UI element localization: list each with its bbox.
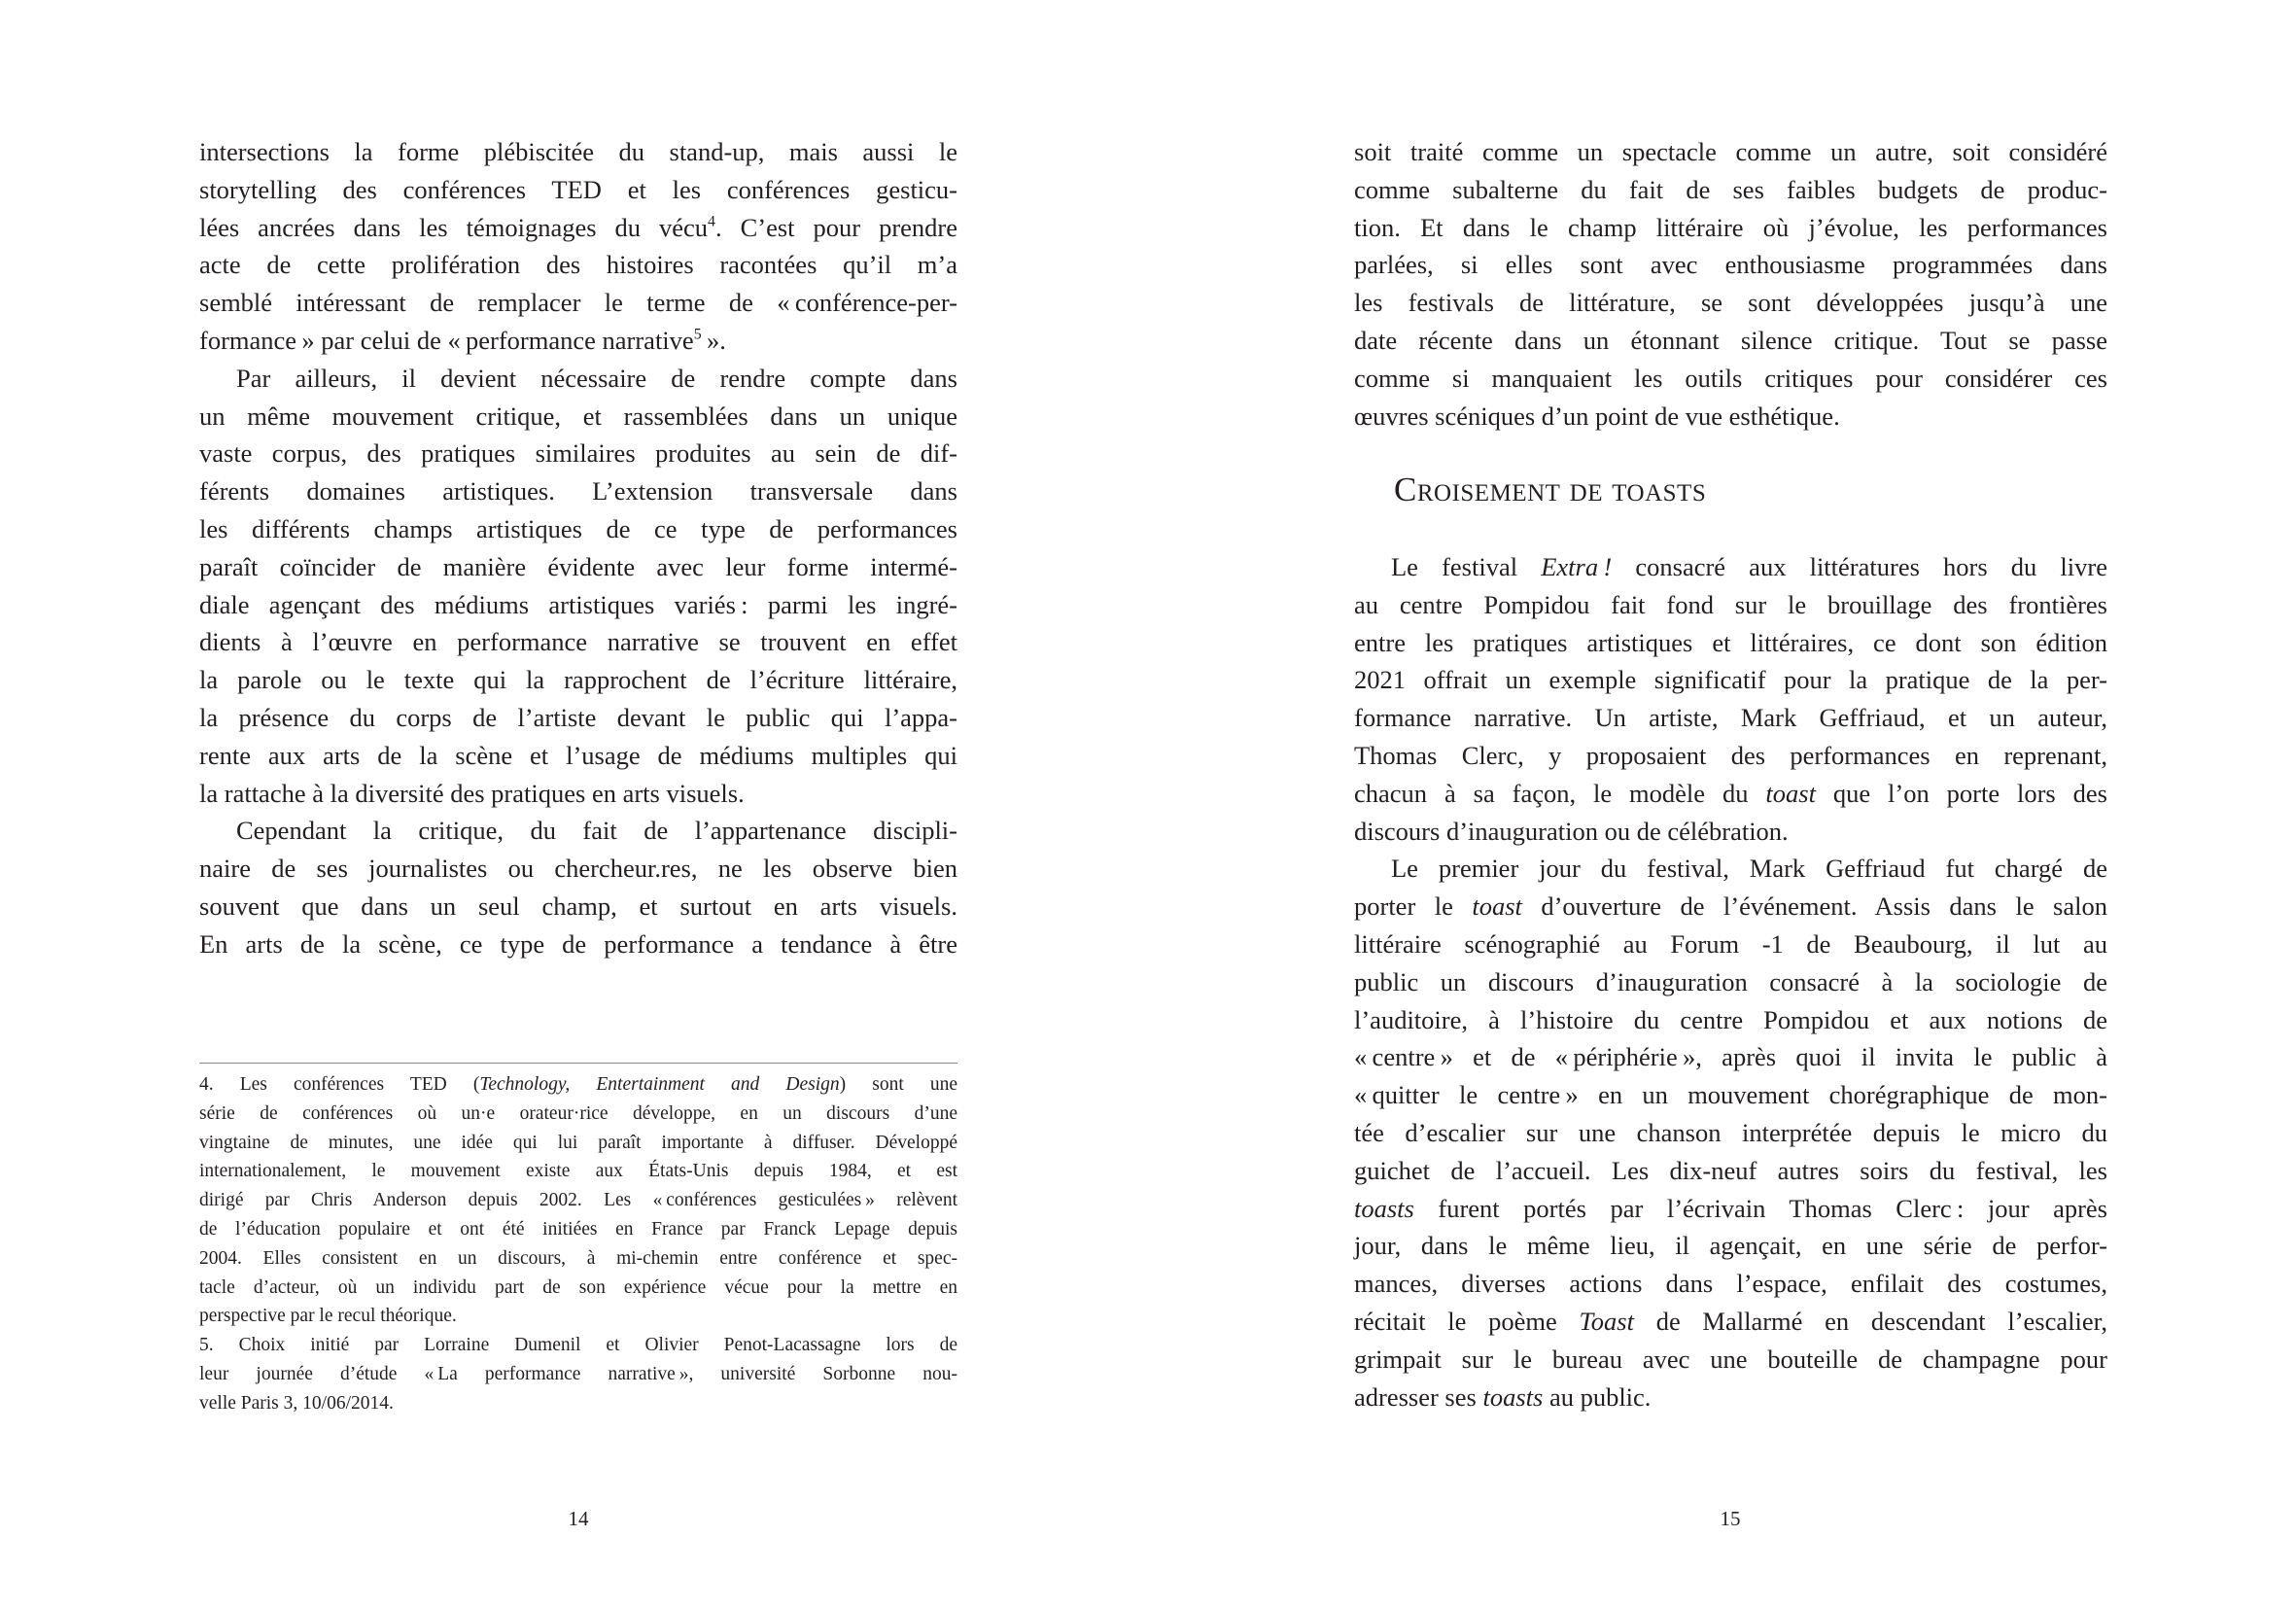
text-run: la rattache à la diversité des pratiques en arts visuels. [199,778,745,808]
text-line [199,398,957,436]
text-line [1354,813,2107,851]
page-number-left: 14 [568,1507,589,1530]
text-line [1354,133,2107,171]
text-line [199,284,957,322]
text-run: soit traité comme un spectacle comme un autre, soit considéré [1354,137,2107,166]
text-line [1354,1001,2107,1039]
text-run: acte de cette prolifération des histoires racontées qu’il m’a [199,250,957,280]
text-run: entre les pratiques artistiques et littéraires, ce dont son édition [1354,627,2107,657]
paragraph [199,360,957,813]
text-line [199,171,957,209]
footnote-divider [199,1063,957,1064]
italic-text: Toast [1579,1306,1634,1336]
text-line [1354,1076,2107,1114]
text-run: Le festival [1391,552,1542,581]
text-line [199,1186,957,1215]
text-line [199,1100,957,1129]
text-run: En arts de la scène, ce type de performance a tendance à être [199,928,957,959]
text-line [1354,737,2107,775]
text-line [199,623,957,661]
text-line [1354,586,2107,624]
text-line [199,133,957,171]
text-line [1354,1190,2107,1228]
text-run: la présence du corps de l’artiste devant le public qui l’appa- [199,702,957,732]
text-run: les festivals de littérature, se sont développées jusqu’à une [1354,288,2107,318]
text-line [199,1302,957,1331]
text-run: furent portés par l’écrivain Thomas Clerc : jour après [1413,1193,2107,1223]
text-run: littéraire scénographié au Forum -1 de Beaubourg, il lut au [1354,928,2107,959]
text-run: vaste corpus, des pratiques similaires produites au sein de dif- [199,438,957,469]
text-run: comme subalterne du fait de ses faibles budgets de produc- [1354,174,2107,204]
text-line [199,812,957,850]
text-line [199,1274,957,1303]
text-run: guichet de l’accueil. Les dix-neuf autres soirs du festival, les [1354,1155,2107,1185]
paragraph [199,1070,957,1331]
italic-text: Extra ! [1541,552,1613,581]
text-run: velle Paris 3, 10/06/2014. [199,1392,394,1414]
italic-text: toast [1472,891,1522,922]
left-page-footnotes [199,1070,957,1418]
text-line [1354,1265,2107,1303]
text-run: dirigé par Chris Anderson depuis 2002. Les « conférences gesticulées » relèvent [199,1190,957,1211]
text-run: l’auditoire, à l’histoire du centre Pompidou et aux notions de [1354,1004,2107,1034]
text-run: comme si manquaient les outils critiques pour considérer ces [1354,363,2107,393]
text-run: chacun à sa façon, le modèle du [1354,778,1766,808]
text-run: mances, diverses actions dans l’espace, enfilait des costumes, [1354,1269,2107,1299]
text-line [1354,926,2107,963]
text-line [199,850,957,888]
text-line [1354,322,2107,360]
text-run: consacré aux littératures hors du livre [1612,552,2107,581]
text-line [1354,360,2107,398]
text-run: paraît coïncider de manière évidente avec leur forme intermé- [199,551,957,581]
text-line [1354,775,2107,813]
paragraph [199,133,957,360]
page-number-right: 15 [1720,1507,1741,1530]
text-run: tacle d’acteur, où un individu part de son expérience vécue pour la mettre en [199,1276,957,1298]
text-run: un même mouvement critique, et rassemblées dans un unique [199,401,957,431]
text-run: lées ancrées dans les témoignages du vécu [199,212,709,242]
text-run: discours d’inauguration ou de célébration. [1354,816,1789,846]
text-run: porter le [1354,891,1473,922]
text-run: tée d’escalier sur une chanson interprétée depuis le micro du [1354,1117,2107,1147]
text-line [1354,661,2107,699]
text-line [199,246,957,284]
right-page-body-top [1354,133,2107,435]
text-line [1354,1227,2107,1265]
text-run: jour, dans le même lieu, il agençait, en une série de perfor- [1354,1231,2107,1261]
text-run: vingtaine de minutes, une idée qui lui paraît importante à diffuser. Développé [199,1132,957,1153]
text-line [199,586,957,624]
text-run: férents domaines artistiques. L’extension transversale dans [199,476,957,507]
text-run: au centre Pompidou fait fond sur le brouillage des frontières [1354,589,2107,619]
paragraph [1354,548,2107,850]
text-line [1354,963,2107,1001]
text-run: leur journée d’étude « La performance narrative », université Sorbonne nou- [199,1363,957,1384]
text-run: Par ailleurs, il devient nécessaire de rendre compte dans [236,363,957,393]
text-run: date récente dans un étonnant silence critique. Tout se passe [1354,325,2107,355]
text-run: storytelling des conférences TED et les conférences gesticu- [199,174,957,204]
text-line [199,209,957,247]
text-line [199,1389,957,1418]
text-line [1354,246,2107,284]
text-run: ». [701,325,726,355]
text-run: 4. Les conférences TED ( [199,1074,480,1095]
text-run: « centre » et de « périphérie », après quoi il invita le public à [1354,1042,2107,1072]
text-line [1354,1303,2107,1341]
text-run: les différents champs artistiques de ce type de performances [199,513,957,543]
text-line [1354,548,2107,586]
text-run: . C’est pour prendre [714,212,958,242]
italic-text: toasts [1354,1193,1414,1223]
text-run: Cependant la critique, du fait de l’appartenance discipli- [236,816,957,846]
text-run: souvent que dans un seul champ, et surtout en arts visuels. [199,891,957,921]
text-run: de l’éducation populaire et ont été initiées en France par Franck Lepage depuis [199,1218,957,1240]
text-line [1354,398,2107,436]
text-run: la parole ou le texte qui la rapprochent de l’écriture littéraire, [199,665,957,695]
text-line [1354,850,2107,888]
paragraph [199,812,957,962]
text-run: adresser ses [1354,1381,1483,1412]
text-run: naire de ses journalistes ou chercheur.res, ne les observe bien [199,854,957,884]
text-run: 2021 offrait un exemple significatif pour la pratique de la per- [1354,665,2107,695]
text-line [1354,171,2107,209]
text-line [1354,624,2107,662]
text-line [199,548,957,586]
paragraph [1354,133,2107,435]
text-line [199,360,957,398]
text-run: diale agençant des médiums artistiques variés : parmi les ingré- [199,589,957,619]
text-line [199,1360,957,1389]
text-line [199,1157,957,1186]
text-run: internationalement, le mouvement existe aux États-Unis depuis 1984, et est [199,1161,957,1182]
text-line [199,1215,957,1244]
text-line [199,1129,957,1158]
text-line [199,322,957,360]
text-run: que l’on porte lors des [1815,778,2107,808]
text-run: d’ouverture de l’événement. Assis dans le salon [1521,891,2107,922]
text-run: œuvres scéniques d’un point de vue esthétique. [1354,401,1840,431]
text-run: perspective par le recul théorique. [199,1306,457,1327]
text-line [1354,1341,2107,1379]
section-heading: Croisement de toasts [1394,471,1707,508]
text-run: série de conférences où un·e orateur·rice développe, en un discours d’une [199,1102,957,1124]
text-line [1354,699,2107,737]
text-line [199,926,957,963]
right-page-body-section [1354,548,2107,1415]
text-run: grimpait sur le bureau avec une bouteille de champagne pour [1354,1344,2107,1374]
text-run: Le premier jour du festival, Mark Geffriaud fut chargé de [1391,854,2107,884]
text-run: ) sont une [839,1074,958,1095]
text-run: intersections la forme plébiscitée du stand-up, mais aussi le [199,137,957,166]
text-line [199,661,957,699]
text-run: « quitter le centre » en un mouvement chorégraphique de mon- [1354,1080,2107,1110]
italic-text: Technology, Entertainment and Design [479,1074,840,1095]
text-line [199,510,957,548]
text-line [199,1070,957,1100]
text-run: formance » par celui de « performance narrative [199,325,694,355]
text-line [199,1244,957,1274]
text-line [199,737,957,775]
text-run: de Mallarmé en descendant l’escalier, [1633,1306,2107,1336]
text-line [1354,888,2107,926]
text-line [1354,209,2107,247]
text-run: parlées, si elles sont avec enthousiasme programmées dans [1354,250,2107,280]
text-run: Thomas Clerc, y proposaient des performances en reprenant, [1354,740,2107,770]
text-run: semblé intéressant de remplacer le terme de « conférence-per- [199,288,957,318]
text-line [199,435,957,472]
text-run: formance narrative. Un artiste, Mark Geffriaud, et un auteur, [1354,703,2107,733]
text-run: au public. [1543,1381,1652,1412]
paragraph [199,1331,957,1417]
text-line [199,1331,957,1360]
italic-text: toasts [1482,1381,1544,1412]
text-line [1354,1152,2107,1190]
text-run: dients à l’œuvre en performance narrative se trouvent en effet [199,627,957,657]
text-run: récitait le poème [1354,1306,1580,1336]
text-run: public un discours d’inauguration consacré à la sociologie de [1354,966,2107,996]
footnote-reference: 5 [693,326,702,343]
text-run: rente aux arts de la scène et l’usage de médiums multiples qui [199,740,957,770]
text-line [1354,1038,2107,1076]
text-line [199,888,957,926]
text-run: tion. Et dans le champ littéraire où j’évolue, les performances [1354,212,2107,242]
text-line [1354,284,2107,322]
left-page-body [199,133,957,963]
text-line [199,775,957,813]
text-run: 5. Choix initié par Lorraine Dumenil et Olivier Penot-Lacassagne lors de [199,1335,957,1356]
text-line [1354,1379,2107,1416]
text-line [1354,1114,2107,1152]
paragraph [1354,850,2107,1415]
italic-text: toast [1765,778,1816,808]
text-line [199,472,957,510]
text-run: 2004. Elles consistent en un discours, à mi-chemin entre conférence et spec- [199,1247,957,1269]
text-line [199,699,957,737]
footnote-reference: 4 [708,213,715,230]
